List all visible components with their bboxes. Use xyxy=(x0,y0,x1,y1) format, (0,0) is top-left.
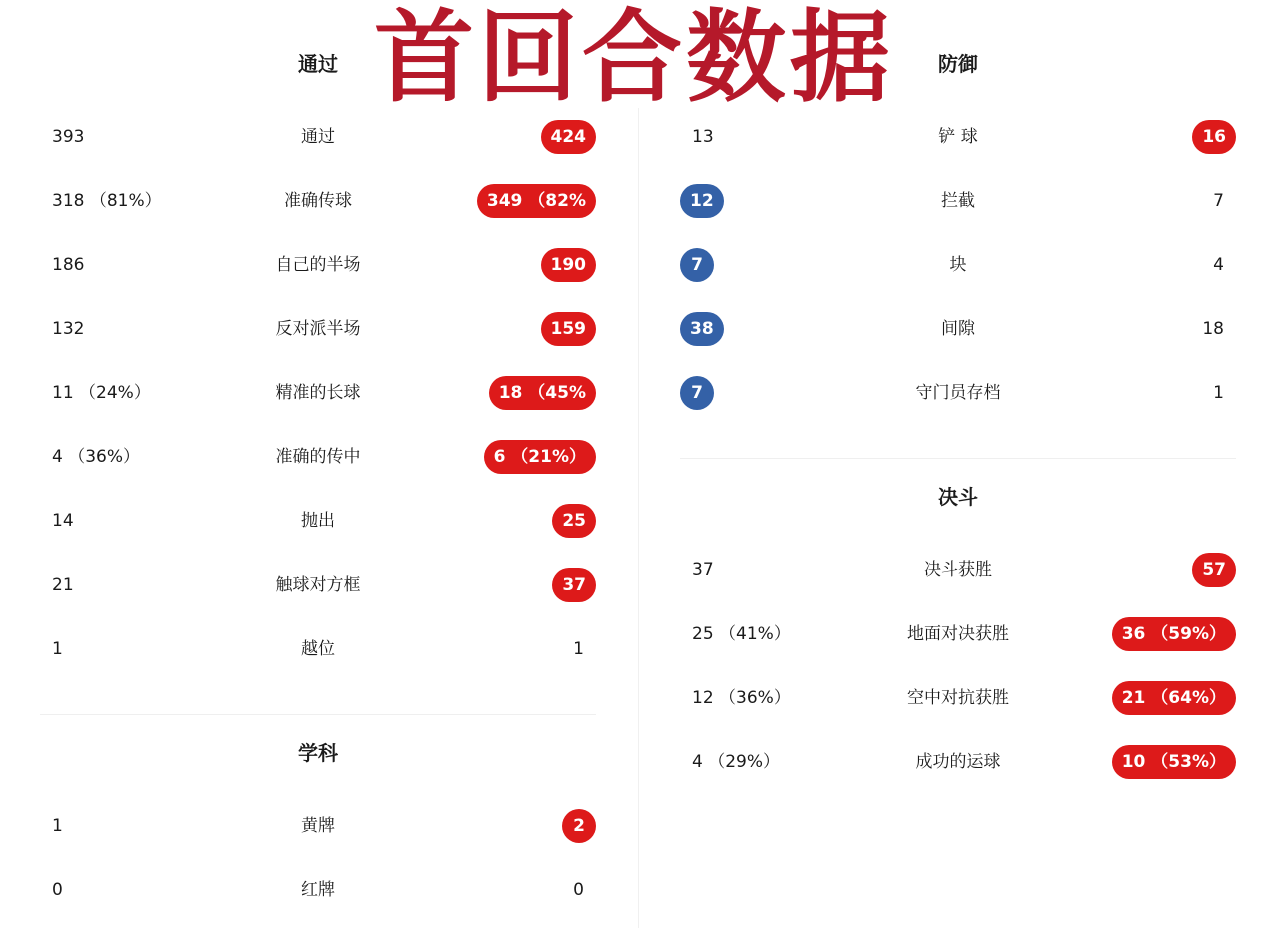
away-value xyxy=(477,183,584,219)
home-value-text: 4 （36%） xyxy=(52,447,141,467)
home-value-text: 13 xyxy=(692,127,714,147)
away-value-badge: 424 xyxy=(541,120,597,154)
away-value xyxy=(1213,375,1224,411)
home-value-text: 37 xyxy=(692,560,714,580)
home-value-text: 0 xyxy=(52,880,63,900)
away-value-badge: 349 （82% xyxy=(477,184,596,218)
home-value-text: 318 （81%） xyxy=(52,191,162,211)
stat-row xyxy=(680,680,1236,716)
stat-label: 地面对决获胜 xyxy=(907,624,1009,644)
home-value-text: 11 （24%） xyxy=(52,383,151,403)
home-value-text: 186 xyxy=(52,255,85,275)
stat-label: 红牌 xyxy=(301,880,335,900)
stat-label: 决斗获胜 xyxy=(924,560,992,580)
away-value-text: 18 xyxy=(1202,319,1224,339)
away-value-badge: 25 xyxy=(552,504,596,538)
away-value-text: 0 xyxy=(573,880,584,900)
stat-label: 自己的半场 xyxy=(275,255,361,275)
stat-label: 守门员存档 xyxy=(915,383,1001,403)
section-title-discipline: 学科 xyxy=(298,741,338,765)
away-value xyxy=(1192,552,1224,588)
section-title-passing: 通过 xyxy=(298,52,338,76)
home-value-text: 1 xyxy=(52,639,63,659)
stat-row xyxy=(40,439,596,475)
away-value-badge: 2 xyxy=(562,809,596,843)
away-value-badge: 36 （59%） xyxy=(1112,617,1236,651)
home-value-badge: 7 xyxy=(680,248,714,282)
away-value xyxy=(562,808,584,844)
stat-row xyxy=(40,375,596,411)
home-value xyxy=(692,119,714,155)
home-value-text: 4 （29%） xyxy=(692,752,781,772)
home-value xyxy=(52,808,63,844)
stat-row xyxy=(680,183,1236,219)
away-value-badge: 21 （64%） xyxy=(1112,681,1236,715)
away-value xyxy=(484,439,584,475)
stat-row xyxy=(40,119,596,155)
banner-title: 首回合数据 xyxy=(374,0,894,116)
stat-label: 铲 球 xyxy=(938,127,978,147)
away-value xyxy=(1112,680,1224,716)
section-title-duels: 决斗 xyxy=(938,485,978,509)
away-value xyxy=(489,375,584,411)
away-value-badge: 18 （45% xyxy=(489,376,596,410)
home-value xyxy=(52,247,84,283)
home-value-text: 14 xyxy=(52,511,74,531)
stat-label: 块 xyxy=(949,255,967,275)
home-value xyxy=(692,680,791,716)
home-value xyxy=(52,439,140,475)
home-value xyxy=(52,872,63,908)
home-value xyxy=(52,631,63,667)
stat-row xyxy=(40,567,596,603)
home-value xyxy=(52,311,84,347)
stat-label: 越位 xyxy=(301,639,335,659)
stat-row xyxy=(680,247,1236,283)
stat-label: 通过 xyxy=(301,127,335,147)
stat-row xyxy=(680,119,1236,155)
away-value-text: 1 xyxy=(573,639,584,659)
stat-label: 准确的传中 xyxy=(275,447,361,467)
home-value-text: 393 xyxy=(52,127,85,147)
stat-row xyxy=(680,616,1236,652)
away-value xyxy=(552,567,584,603)
away-value xyxy=(1192,119,1224,155)
away-value xyxy=(541,247,585,283)
stat-row xyxy=(40,247,596,283)
stat-label: 准确传球 xyxy=(284,191,352,211)
away-value xyxy=(1202,311,1224,347)
away-value xyxy=(552,503,584,539)
home-value xyxy=(52,503,74,539)
stat-label: 空中对抗获胜 xyxy=(907,688,1009,708)
home-value-text: 12 （36%） xyxy=(692,688,791,708)
stat-label: 拦截 xyxy=(941,191,975,211)
stat-row xyxy=(680,311,1236,347)
away-value xyxy=(573,631,584,667)
away-value xyxy=(1213,247,1224,283)
away-value-text: 1 xyxy=(1213,383,1224,403)
home-value xyxy=(52,375,151,411)
stat-row xyxy=(40,311,596,347)
away-value-text: 7 xyxy=(1213,191,1224,211)
section-divider xyxy=(680,458,1236,459)
away-value-badge: 190 xyxy=(541,248,597,282)
stat-row xyxy=(40,631,596,667)
away-value-badge: 37 xyxy=(552,568,596,602)
stat-row xyxy=(40,808,596,844)
column-divider xyxy=(638,108,639,928)
away-value-text: 4 xyxy=(1213,255,1224,275)
home-value xyxy=(692,311,724,347)
home-value xyxy=(52,567,74,603)
stat-label: 间隙 xyxy=(941,319,975,339)
away-value-badge: 16 xyxy=(1192,120,1236,154)
stat-label: 成功的运球 xyxy=(915,752,1001,772)
stat-row xyxy=(40,872,596,908)
home-value-text: 21 xyxy=(52,575,74,595)
stat-row xyxy=(40,183,596,219)
stat-row xyxy=(680,375,1236,411)
home-value xyxy=(52,183,162,219)
section-divider xyxy=(40,714,596,715)
home-value-text: 1 xyxy=(52,816,63,836)
section-title-defense: 防御 xyxy=(938,52,978,76)
away-value-badge: 159 xyxy=(541,312,597,346)
home-value-badge: 12 xyxy=(680,184,724,218)
home-value xyxy=(692,552,714,588)
away-value xyxy=(1213,183,1224,219)
home-value xyxy=(52,119,84,155)
stat-label: 反对派半场 xyxy=(275,319,361,339)
home-value-badge: 7 xyxy=(680,376,714,410)
stat-label: 抛出 xyxy=(301,511,335,531)
stat-label: 触球对方框 xyxy=(275,575,361,595)
away-value xyxy=(573,872,584,908)
stat-label: 黄牌 xyxy=(301,816,335,836)
home-value xyxy=(692,616,791,652)
away-value xyxy=(1112,744,1224,780)
home-value xyxy=(692,744,780,780)
away-value xyxy=(1112,616,1224,652)
home-value-text: 25 （41%） xyxy=(692,624,791,644)
stat-row xyxy=(680,744,1236,780)
home-value-badge: 38 xyxy=(680,312,724,346)
away-value xyxy=(541,311,585,347)
stat-label: 精准的长球 xyxy=(275,383,361,403)
home-value xyxy=(692,247,714,283)
away-value-badge: 57 xyxy=(1192,553,1236,587)
home-value xyxy=(692,375,714,411)
away-value-badge: 10 （53%） xyxy=(1112,745,1236,779)
stat-row xyxy=(680,552,1236,588)
away-value-badge: 6 （21%） xyxy=(484,440,596,474)
home-value xyxy=(692,183,724,219)
away-value xyxy=(541,119,585,155)
stat-row xyxy=(40,503,596,539)
home-value-text: 132 xyxy=(52,319,85,339)
